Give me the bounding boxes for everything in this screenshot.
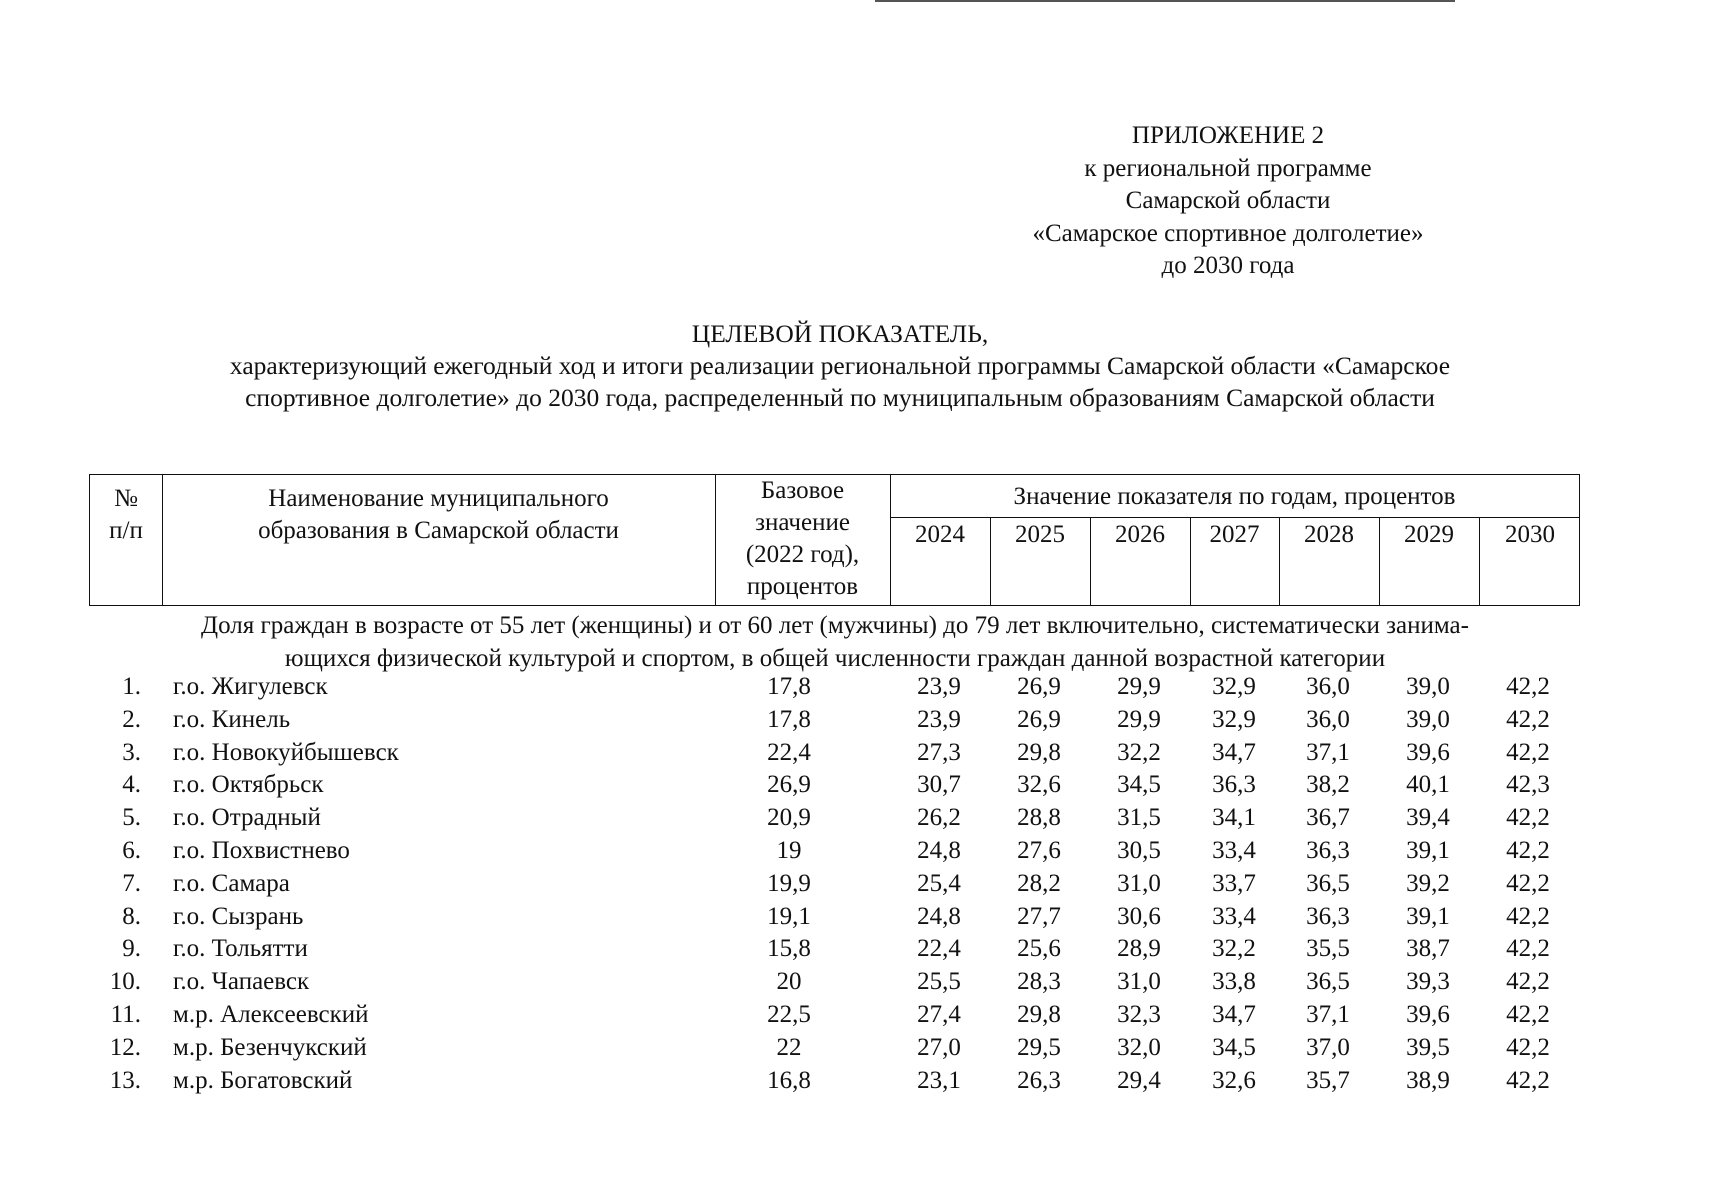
year-value: 39,6 xyxy=(1406,1000,1450,1028)
year-value: 29,8 xyxy=(1017,738,1061,766)
year-value: 42,2 xyxy=(1506,1033,1550,1061)
year-value: 32,6 xyxy=(1017,771,1061,799)
year-value: 26,9 xyxy=(1017,705,1061,733)
header-base-line-4: процентов xyxy=(746,573,859,600)
header-divider xyxy=(890,517,1579,518)
year-value: 26,3 xyxy=(1017,1066,1061,1094)
year-value: 23,9 xyxy=(917,673,961,700)
year-value: 36,3 xyxy=(1306,836,1350,864)
year-value: 29,4 xyxy=(1117,1066,1161,1094)
year-value: 34,1 xyxy=(1212,804,1256,832)
year-value: 32,0 xyxy=(1117,1033,1161,1061)
year-value: 22,4 xyxy=(917,935,961,963)
year-value: 42,2 xyxy=(1506,1066,1550,1094)
base-value: 19,9 xyxy=(767,869,811,897)
year-value: 26,2 xyxy=(917,804,961,832)
year-value: 34,5 xyxy=(1117,771,1161,799)
base-value: 17,8 xyxy=(767,673,811,700)
year-value: 36,0 xyxy=(1306,673,1350,700)
row-number: 13. xyxy=(109,1066,141,1094)
year-value: 32,9 xyxy=(1212,673,1256,700)
year-value: 30,7 xyxy=(917,771,961,799)
year-value: 34,7 xyxy=(1212,738,1256,766)
year-value: 30,6 xyxy=(1117,902,1161,930)
municipality-name: г.о. Похвистнево xyxy=(173,836,350,864)
year-value: 42,2 xyxy=(1506,935,1550,963)
header-number-symbol: № xyxy=(114,485,138,512)
year-value: 33,4 xyxy=(1212,902,1256,930)
table-row xyxy=(89,1032,1580,1065)
year-value: 39,0 xyxy=(1406,705,1450,733)
year-value: 23,9 xyxy=(917,705,961,733)
indicator-caption-line-2: ющихся физической культурой и спортом, в общей численности граждан данной возрастной категории xyxy=(284,645,1386,672)
year-value: 37,1 xyxy=(1306,738,1350,766)
municipality-name: м.р. Безенчукский xyxy=(173,1033,367,1061)
year-value: 29,8 xyxy=(1017,1000,1061,1028)
data-rows xyxy=(89,671,1580,1097)
year-value: 42,2 xyxy=(1506,968,1550,996)
year-value: 29,9 xyxy=(1117,705,1161,733)
year-value: 31,0 xyxy=(1117,968,1161,996)
year-value: 42,2 xyxy=(1506,705,1550,733)
year-value: 42,2 xyxy=(1506,1000,1550,1028)
appendix-program-line: к региональной программе xyxy=(1084,154,1372,182)
municipality-name: г.о. Тольятти xyxy=(173,935,308,963)
year-value: 28,3 xyxy=(1017,968,1061,996)
year-value: 29,5 xyxy=(1017,1033,1061,1061)
table-header xyxy=(89,474,1580,606)
header-base-line-3: (2022 год), xyxy=(745,541,860,568)
year-value: 36,5 xyxy=(1306,869,1350,897)
table-row xyxy=(89,1065,1580,1098)
base-value: 19 xyxy=(776,836,802,864)
header-year: 2030 xyxy=(1505,521,1555,548)
year-value: 24,8 xyxy=(917,836,961,864)
table-row xyxy=(89,966,1580,999)
table-row xyxy=(89,999,1580,1032)
header-base-line-1: Базовое xyxy=(760,477,845,504)
header-municipality-line-1: Наименование муниципального xyxy=(268,485,609,512)
year-value: 39,1 xyxy=(1406,836,1450,864)
base-value: 22,5 xyxy=(767,1000,811,1028)
header-year: 2026 xyxy=(1115,521,1165,548)
table-row xyxy=(89,671,1580,704)
year-value: 36,3 xyxy=(1212,771,1256,799)
row-number: 2. xyxy=(122,705,141,733)
base-value: 26,9 xyxy=(767,771,811,799)
table-row xyxy=(89,737,1580,770)
base-value: 16,8 xyxy=(767,1066,811,1094)
row-number: 3. xyxy=(122,738,141,766)
municipality-name: г.о. Самара xyxy=(173,869,290,897)
year-value: 42,2 xyxy=(1506,673,1550,700)
municipality-name: г.о. Кинель xyxy=(173,705,291,733)
base-value: 15,8 xyxy=(767,935,811,963)
municipality-name: г.о. Новокуйбышевск xyxy=(173,738,399,766)
header-years-caption: Значение показателя по годам, процентов xyxy=(1013,483,1456,510)
year-value: 39,1 xyxy=(1406,902,1450,930)
year-value: 32,6 xyxy=(1212,1066,1256,1094)
base-value: 20 xyxy=(776,968,802,996)
table-row xyxy=(89,835,1580,868)
year-value: 36,5 xyxy=(1306,968,1350,996)
appendix-region-line: Самарской области xyxy=(1125,187,1331,214)
header-base-line-2: значение xyxy=(755,509,850,536)
base-value: 20,9 xyxy=(767,804,811,832)
row-number: 12. xyxy=(109,1033,141,1061)
municipality-name: м.р. Богатовский xyxy=(173,1066,353,1094)
indicator-caption-line-1: Доля граждан в возрасте от 55 лет (женщины) и от 60 лет (мужчины) до 79 лет включительно, систематически занима- xyxy=(201,612,1469,639)
year-value: 36,3 xyxy=(1306,902,1350,930)
header-number xyxy=(90,483,162,547)
year-value: 42,2 xyxy=(1506,836,1550,864)
year-value: 36,0 xyxy=(1306,705,1350,733)
row-number: 11. xyxy=(110,1000,141,1028)
year-value: 27,6 xyxy=(1017,836,1061,864)
header-year: 2027 xyxy=(1209,521,1260,548)
year-value: 42,2 xyxy=(1506,804,1550,832)
row-number: 9. xyxy=(122,935,141,963)
table-row xyxy=(89,933,1580,966)
base-value: 19,1 xyxy=(767,902,811,930)
header-municipality-line-2: образования в Самарской области xyxy=(258,517,619,544)
year-value: 40,1 xyxy=(1406,771,1450,799)
row-number: 1. xyxy=(122,673,141,700)
municipality-name: г.о. Сызрань xyxy=(173,902,304,930)
year-value: 35,7 xyxy=(1306,1066,1350,1094)
title-subline-1: характеризующий ежегодный ход и итоги реализации региональной программы Самарской области «Самарское xyxy=(229,351,1451,380)
year-value: 33,8 xyxy=(1212,968,1256,996)
row-number: 5. xyxy=(122,804,141,832)
year-value: 39,3 xyxy=(1406,968,1450,996)
year-value: 42,2 xyxy=(1506,738,1550,766)
table-row xyxy=(89,868,1580,901)
row-number: 10. xyxy=(109,968,141,996)
municipality-name: г.о. Октябрьск xyxy=(173,771,324,799)
municipality-name: г.о. Чапаевск xyxy=(173,968,310,996)
year-value: 32,2 xyxy=(1117,738,1161,766)
year-value: 32,3 xyxy=(1117,1000,1161,1028)
scan-top-rule xyxy=(875,0,1455,2)
indicator-caption xyxy=(100,609,1570,675)
base-value: 22 xyxy=(776,1033,802,1061)
year-value: 27,7 xyxy=(1017,902,1061,930)
year-value: 35,5 xyxy=(1306,935,1350,963)
appendix-program-name: «Самарское спортивное долголетие» xyxy=(1032,219,1424,247)
year-value: 39,2 xyxy=(1406,869,1450,897)
year-value: 25,5 xyxy=(917,968,961,996)
table-row xyxy=(89,704,1580,737)
row-number: 7. xyxy=(122,869,141,897)
year-value: 27,3 xyxy=(917,738,961,766)
year-value: 37,1 xyxy=(1306,1000,1350,1028)
year-value: 28,8 xyxy=(1017,804,1061,832)
year-value: 39,0 xyxy=(1406,673,1450,700)
municipality-name: г.о. Жигулевск xyxy=(173,673,328,700)
year-value: 42,3 xyxy=(1506,771,1550,799)
year-value: 42,2 xyxy=(1506,902,1550,930)
appendix-number: ПРИЛОЖЕНИЕ 2 xyxy=(1131,122,1325,149)
year-value: 25,6 xyxy=(1017,935,1061,963)
header-year: 2024 xyxy=(915,521,965,548)
year-value: 23,1 xyxy=(917,1066,961,1094)
year-value: 26,9 xyxy=(1017,673,1061,700)
row-number: 4. xyxy=(122,771,141,799)
year-value: 28,9 xyxy=(1117,935,1161,963)
municipality-name: м.р. Алексеевский xyxy=(173,1000,369,1028)
table-row xyxy=(89,769,1580,802)
year-value: 39,4 xyxy=(1406,804,1450,832)
year-value: 32,9 xyxy=(1212,705,1256,733)
year-value: 27,4 xyxy=(917,1000,961,1028)
base-value: 17,8 xyxy=(767,705,811,733)
year-value: 39,5 xyxy=(1406,1033,1450,1061)
appendix-deadline: до 2030 года xyxy=(1161,252,1295,279)
header-number-abbr: п/п xyxy=(109,517,143,544)
year-value: 32,2 xyxy=(1212,935,1256,963)
base-value: 22,4 xyxy=(767,738,811,766)
year-value: 24,8 xyxy=(917,902,961,930)
title-heading: ЦЕЛЕВОЙ ПОКАЗАТЕЛЬ, xyxy=(691,319,989,348)
table-row xyxy=(89,802,1580,835)
year-value: 25,4 xyxy=(917,869,961,897)
header-base-value xyxy=(715,475,890,603)
row-number: 8. xyxy=(122,902,141,930)
header-year: 2025 xyxy=(1015,521,1065,548)
year-value: 38,7 xyxy=(1406,935,1450,963)
year-value: 30,5 xyxy=(1117,836,1161,864)
year-value: 27,0 xyxy=(917,1033,961,1061)
year-value: 34,5 xyxy=(1212,1033,1256,1061)
year-value: 36,7 xyxy=(1306,804,1350,832)
document-title xyxy=(80,318,1600,414)
year-value: 33,7 xyxy=(1212,869,1256,897)
appendix-header xyxy=(998,120,1458,283)
row-number: 6. xyxy=(122,836,141,864)
year-value: 37,0 xyxy=(1306,1033,1350,1061)
title-subline-2: спортивное долголетие» до 2030 года, распределенный по муниципальным образованиям Самарской области xyxy=(245,383,1435,412)
header-municipality xyxy=(162,483,715,547)
header-year: 2029 xyxy=(1404,521,1454,548)
year-value: 33,4 xyxy=(1212,836,1256,864)
year-value: 38,2 xyxy=(1306,771,1350,799)
year-value: 34,7 xyxy=(1212,1000,1256,1028)
year-value: 42,2 xyxy=(1506,869,1550,897)
year-value: 39,6 xyxy=(1406,738,1450,766)
year-value: 28,2 xyxy=(1017,869,1061,897)
year-value: 29,9 xyxy=(1117,673,1161,700)
table-row xyxy=(89,901,1580,934)
year-value: 38,9 xyxy=(1406,1066,1450,1094)
year-value: 31,0 xyxy=(1117,869,1161,897)
year-value: 31,5 xyxy=(1117,804,1161,832)
header-year: 2028 xyxy=(1304,521,1354,548)
municipality-name: г.о. Отрадный xyxy=(173,804,321,832)
